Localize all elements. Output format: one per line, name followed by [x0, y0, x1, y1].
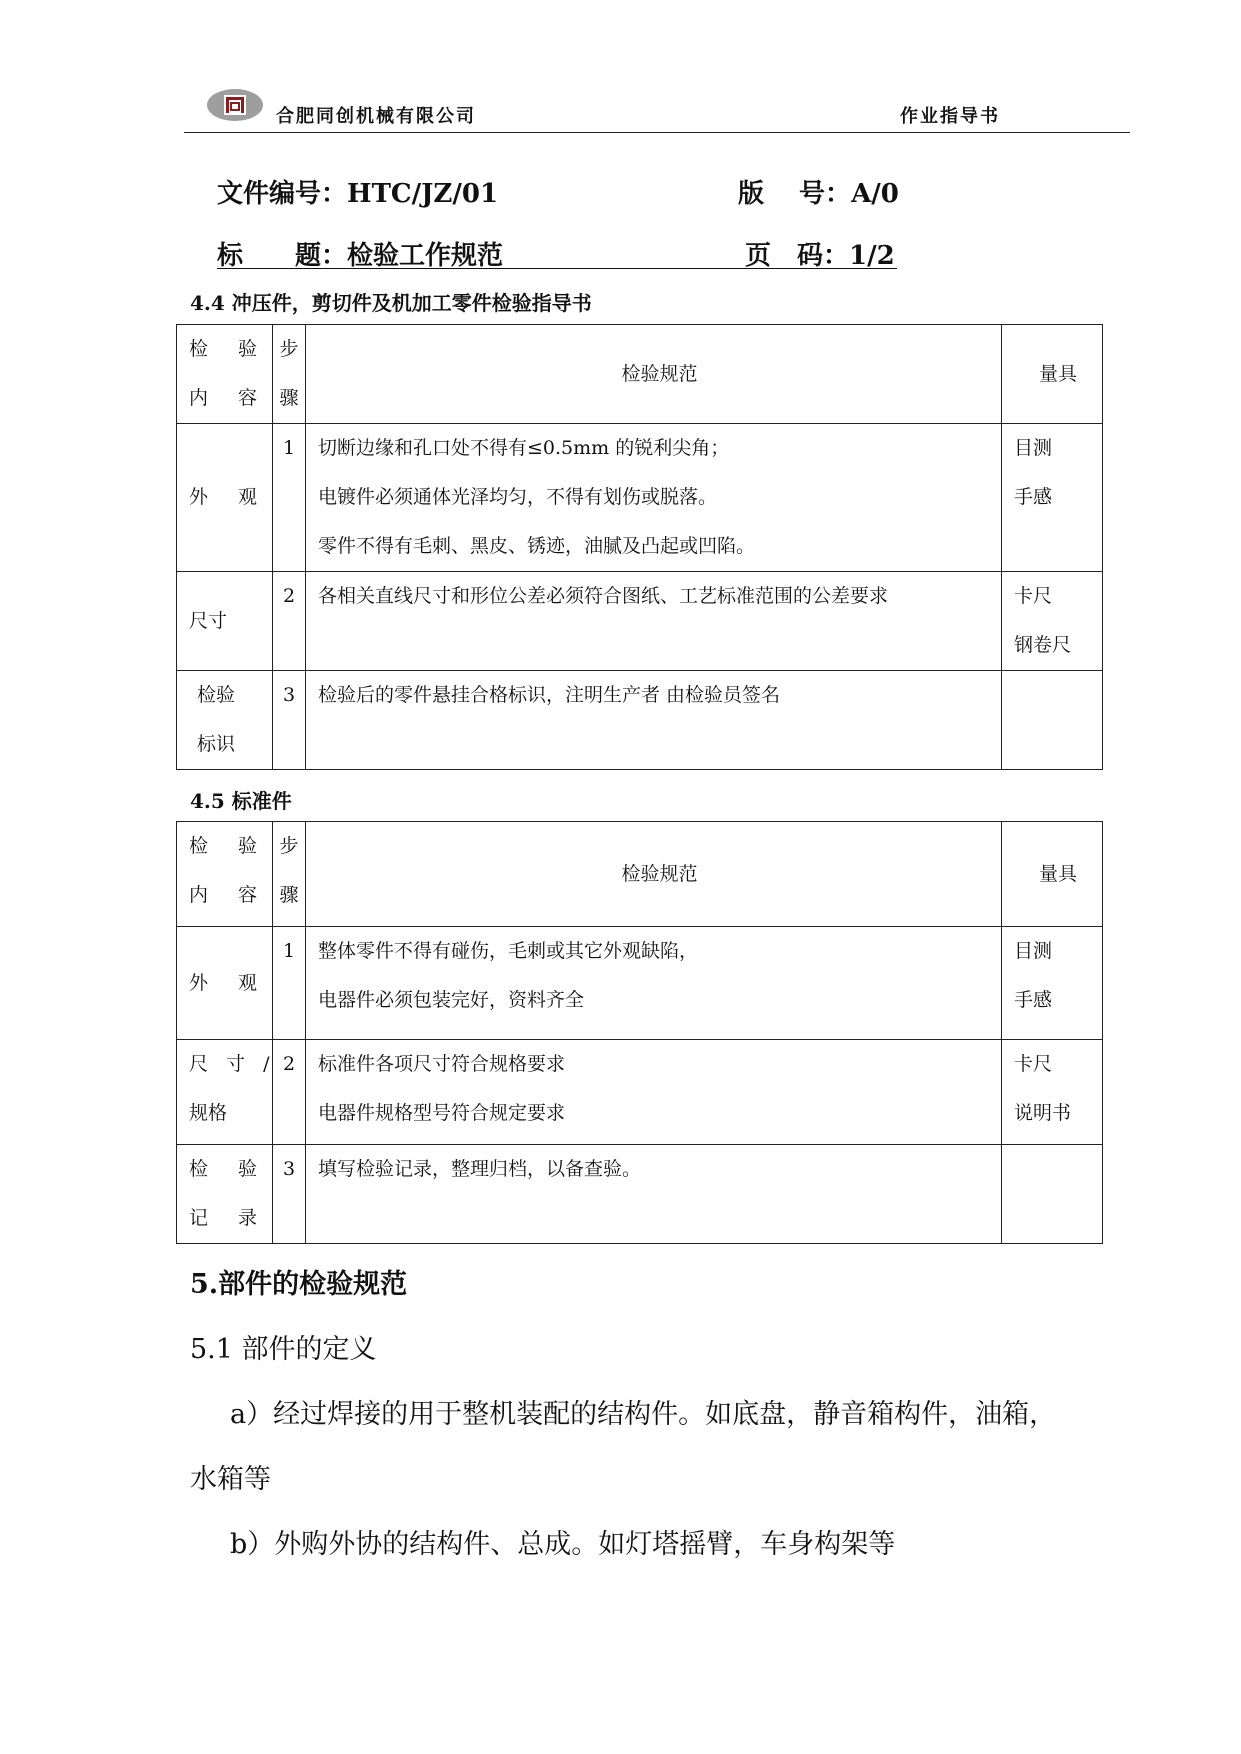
row-spec-cell — [306, 424, 1002, 572]
header-step-cell — [273, 822, 306, 927]
row-item-text: 检 验 — [189, 1158, 270, 1180]
table-row — [177, 927, 1103, 1040]
table-row — [177, 424, 1103, 572]
section-4-5-title: 4.5 标准件 — [190, 789, 292, 813]
tool-line: 钢卷尺 — [1014, 634, 1072, 656]
row-item-cell — [177, 572, 273, 671]
row-item-text: 尺 寸 / — [189, 1053, 276, 1075]
spec-line: 电镀件必须通体光泽均匀，不得有划伤或脱落。 — [318, 486, 718, 508]
spec-line: 各相关直线尺寸和形位公差必须符合图纸、工艺标准范围的公差要求 — [318, 585, 889, 607]
row-step-cell: 1 — [273, 424, 306, 572]
row-spec-cell — [306, 1145, 1002, 1244]
table-row — [177, 671, 1103, 770]
tool-line: 目测 — [1014, 940, 1053, 962]
row-spec-cell — [306, 1040, 1002, 1145]
tool-line: 手感 — [1014, 989, 1053, 1011]
doc-number-label: 文件编号： — [217, 179, 348, 209]
table-row — [177, 1145, 1103, 1244]
paragraph-a-line-2: 水箱等 — [190, 1464, 271, 1495]
section-5-title: 5.部件的检验规范 — [190, 1269, 408, 1300]
paragraph-a-line-1: a）经过焊接的用于整机装配的结构件。如底盘，静音箱构件，油箱， — [230, 1399, 1057, 1430]
paragraph-b: b）外购外协的结构件、总成。如灯塔摇臂，车身构架等 — [230, 1529, 896, 1560]
row-item-cell — [177, 927, 273, 1040]
header-spec-cell: 检验规范 — [306, 822, 1002, 927]
header-divider — [184, 132, 1130, 133]
table-row — [177, 1040, 1103, 1145]
doc-number-line — [217, 173, 498, 210]
row-step-cell: 3 — [273, 1145, 306, 1244]
header-step-line-2: 骤 — [279, 884, 299, 906]
row-item-text: 标识 — [197, 733, 236, 755]
company-name: 合肥同创机械有限公司 — [276, 106, 476, 127]
header-step-cell — [273, 325, 306, 424]
table-row — [177, 572, 1103, 671]
page-line — [745, 235, 895, 272]
tool-line: 目测 — [1014, 437, 1053, 459]
page-label: 页 码： — [745, 241, 850, 271]
row-item-cell — [177, 424, 273, 572]
spec-line: 填写检验记录，整理归档，以备查验。 — [318, 1158, 642, 1180]
spec-line: 电器件必须包装完好，资料齐全 — [318, 989, 585, 1011]
spec-line: 电器件规格型号符合规定要求 — [318, 1102, 566, 1124]
inspection-table-4-5 — [176, 821, 1103, 1244]
title-value: 检验工作规范 — [347, 241, 504, 271]
header-item-line-2: 内 容 — [189, 884, 270, 906]
company-logo-icon — [206, 88, 264, 122]
header-step-line-1: 步 — [279, 338, 299, 360]
row-spec-cell — [306, 927, 1002, 1040]
spec-line: 零件不得有毛刺、黑皮、锈迹，油腻及凸起或凹陷。 — [318, 535, 756, 557]
version-value: A/0 — [851, 179, 899, 209]
doc-number: HTC/JZ/01 — [347, 179, 499, 209]
version-label: 版 号： — [738, 179, 852, 209]
row-tool-cell — [1002, 1145, 1103, 1244]
header-tool-cell: 量具 — [1002, 325, 1103, 424]
version-line — [738, 173, 899, 210]
row-step-cell: 2 — [273, 1040, 306, 1145]
title-underline — [217, 268, 897, 269]
tool-line: 说明书 — [1014, 1102, 1072, 1124]
table-header-row — [177, 822, 1103, 927]
header-item-line-1: 检 验 — [189, 338, 270, 360]
page-value: 1/2 — [849, 241, 895, 271]
row-spec-cell — [306, 671, 1002, 770]
tool-line: 卡尺 — [1014, 585, 1053, 607]
section-4-4-title: 4.4 冲压件，剪切件及机加工零件检验指导书 — [190, 291, 592, 315]
spec-line: 整体零件不得有碰伤，毛刺或其它外观缺陷， — [318, 940, 699, 962]
row-step-cell: 3 — [273, 671, 306, 770]
row-step-cell: 2 — [273, 572, 306, 671]
row-item-text: 外 观 — [189, 971, 270, 994]
row-step-cell: 1 — [273, 927, 306, 1040]
row-item-text: 外 观 — [189, 486, 270, 508]
document-type: 作业指导书 — [900, 106, 1000, 127]
spec-line: 切断边缘和孔口处不得有≤0.5mm 的锐利尖角； — [318, 437, 730, 459]
row-item-cell — [177, 1040, 276, 1145]
tool-line: 手感 — [1014, 486, 1053, 508]
spec-line: 标准件各项尺寸符合规格要求 — [318, 1053, 566, 1075]
tool-line: 卡尺 — [1014, 1053, 1053, 1075]
header-item-cell — [177, 325, 273, 424]
table-header-row — [177, 325, 1103, 424]
header-item-line-1: 检 验 — [189, 835, 270, 857]
header-step-line-2: 骤 — [279, 387, 299, 409]
title-line — [217, 235, 503, 272]
row-item-cell — [177, 1145, 273, 1244]
header-tool-cell: 量具 — [1002, 822, 1103, 927]
header-item-line-2: 内 容 — [189, 387, 270, 409]
header-spec-cell: 检验规范 — [306, 325, 1002, 424]
row-item-text: 检验 — [197, 684, 236, 706]
header-item-cell — [177, 822, 273, 927]
row-item-text: 规格 — [189, 1102, 228, 1124]
row-tool-cell — [1002, 671, 1103, 770]
section-5-1-title: 5.1 部件的定义 — [190, 1334, 377, 1365]
row-tool-cell — [1002, 424, 1103, 572]
row-spec-cell — [306, 572, 1002, 671]
row-item-text: 记 录 — [189, 1207, 270, 1229]
row-tool-cell — [1002, 1040, 1103, 1145]
spec-line: 检验后的零件悬挂合格标识，注明生产者 由检验员签名 — [318, 684, 781, 706]
row-item-cell — [177, 671, 273, 770]
title-label: 标 题： — [217, 241, 348, 271]
row-tool-cell — [1002, 927, 1103, 1040]
header-step-line-1: 步 — [279, 835, 299, 857]
inspection-table-4-4 — [176, 324, 1103, 770]
row-item-text: 尺寸 — [189, 609, 228, 632]
row-tool-cell — [1002, 572, 1103, 671]
